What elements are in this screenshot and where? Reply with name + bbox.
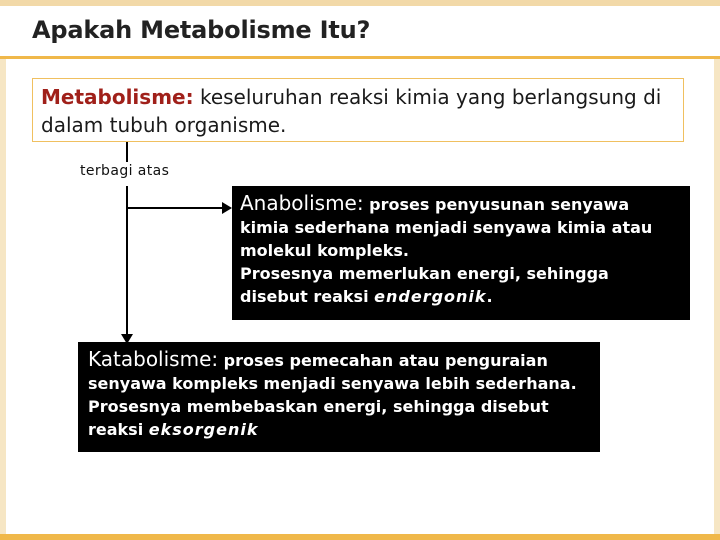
anabolisme-energy-text: Prosesnya memerlukan energi, sehingga disebut reaksi (240, 264, 609, 306)
anabolisme-end: . (486, 287, 493, 306)
arrow-to-anabolisme (222, 202, 232, 214)
anabolisme-box (232, 186, 690, 320)
right-decor-rule (714, 59, 720, 539)
connector-horizontal-line (126, 207, 224, 209)
anabolisme-reaction-term: endergonik (374, 287, 487, 306)
anabolisme-text: proses penyusunan senyawa kimia sederhana menjadi senyawa kimia atau molekul kompleks. (240, 195, 653, 260)
connector-top-segment (126, 142, 128, 162)
katabolisme-text: proses pemecahan atau penguraian senyawa kompleks menjadi senyawa lebih sederhana. (88, 351, 577, 393)
definition-term: Metabolisme: (41, 85, 194, 109)
katabolisme-energy-text: Prosesnya membebaskan energi, sehingga disebut reaksi (88, 397, 549, 439)
bottom-decor-bar (0, 534, 720, 540)
katabolisme-box (78, 342, 600, 452)
title-underline (0, 56, 720, 59)
anabolisme-term: Anabolisme: (240, 191, 364, 215)
left-decor-rule (0, 59, 6, 539)
definition-box (32, 78, 684, 142)
definition-text: keseluruhan reaksi kimia yang berlangsung di dalam tubuh organisme. (41, 85, 662, 137)
katabolisme-term: Katabolisme: (88, 347, 219, 371)
split-label: terbagi atas (80, 163, 170, 179)
slide-title: Apakah Metabolisme Itu? (32, 16, 371, 44)
katabolisme-reaction-term: eksorgenik (148, 420, 259, 439)
